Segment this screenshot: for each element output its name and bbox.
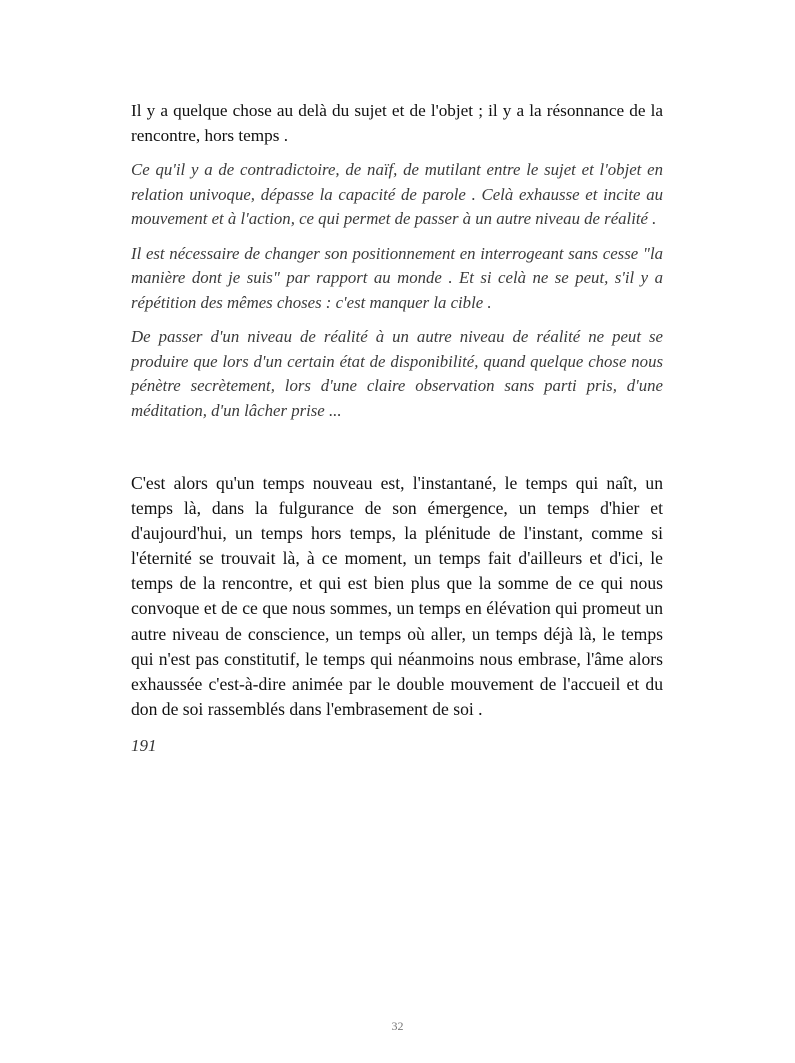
text-number: 191 xyxy=(131,735,157,755)
main-paragraph: C'est alors qu'un temps nouveau est, l'instantané, le temps qui naît, un temps là, dans la fulgurance de son émergence, un temps d'hier et d'aujourd'hui, un temps hors temps, la plénitude de l'instant, comme si l'éternité se trouvait là, à ce moment, un temps fait d'ailleurs et d'ici, le temps de la rencontre, et qui est bien plus que la somme de ce qui nous convoque et de ce que nous sommes, un temps en élévation qui promeut un autre niveau de conscience, un temps où aller, un temps déjà là, le temps qui n'est pas constitutif, le temps qui néanmoins nous embrase, l'âme alors exhaussée c'est-à-dire animée par le double mouvement de l'accueil et du don de soi rassemblés dans l'embrasement de soi . xyxy=(131,473,663,719)
intro-paragraph: Il y a quelque chose au delà du sujet et de l'objet ; il y a la résonnance de la rencontre, hors temps . xyxy=(131,101,663,145)
italic-paragraph-2: Il est nécessaire de changer son positionnement en interrogeant sans cesse "la manière dont je suis" par rapport au monde . Et si celà ne se peut, s'il y a répétition des mêmes choses : c'est manquer la cible . xyxy=(131,243,663,312)
page-body xyxy=(131,98,663,756)
spacer xyxy=(131,433,663,471)
italic-paragraph-1: Ce qu'il y a de contradictoire, de naïf, de mutilant entre le sujet et l'objet en relation univoque, dépasse la capacité de parole . Celà exhausse et incite au mouvement et à l'action, ce qui permet de passer à un autre niveau de réalité . xyxy=(131,160,663,228)
spacer xyxy=(131,722,663,736)
page-number: 32 xyxy=(391,1019,404,1033)
italic-paragraph-3: De passer d'un niveau de réalité à un autre niveau de réalité ne peut se produire que lors d'un certain état de disponibilité, quand quelque chose nous pénètre secrètement, lors d'une claire observation sans parti pris, d'une méditation, d'un lâcher prise ... xyxy=(131,327,663,420)
